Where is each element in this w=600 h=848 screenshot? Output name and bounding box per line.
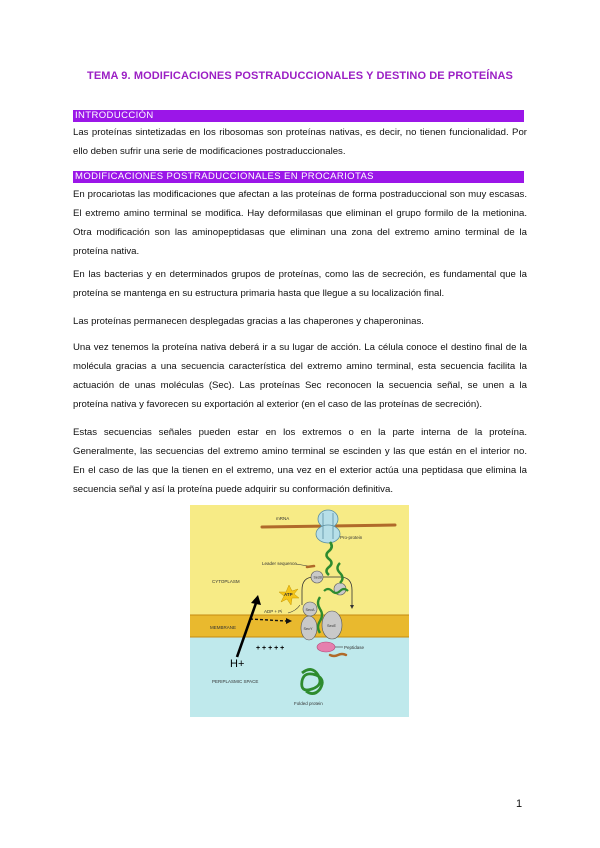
sece-label: SecE <box>327 624 337 628</box>
paragraph-procariotas-5: Estas secuencias señales pueden estar en los extremos o en la parte interna de la proteína. Generalmente, las secuencias del extremo amino terminal se escinden y las que están en el interior no. En el caso de las que la tienen en el extremo, una vez en el exterior actúa una peptidasa que elimina la secuencia señal y así la proteína puede adquirir su conformación definitiva. <box>73 427 527 495</box>
secy-label: SecY <box>303 627 313 631</box>
secb-label-1: SecB <box>313 575 322 580</box>
h-plus-label: H+ <box>230 658 245 670</box>
paragraph-intro: Las proteínas sintetizadas en los ribosomas son proteínas nativas, es decir, no tienen funcionalidad. Por ello deben sufrir una serie de modificaciones postraduccionales. <box>73 127 527 157</box>
section-heading-introduccion: INTRODUCCIÓN <box>73 110 524 122</box>
membrane-label: MEMBRANE <box>210 625 237 630</box>
paragraph-procariotas-3: Las proteínas permanecen desplegadas gracias a las chaperones y chaperoninas. <box>73 316 424 327</box>
plus-signs-label: + + + + + <box>256 645 285 652</box>
peptidase-enzyme <box>317 642 335 652</box>
seca-label: SecA <box>305 608 315 612</box>
section-heading-procariotas: MODIFICACIONES POSTRADUCCIONALES EN PROCARIOTAS <box>73 171 524 183</box>
ribosome-large-subunit <box>316 525 340 543</box>
page-number: 1 <box>516 798 523 810</box>
atp-label: ATP <box>284 592 293 597</box>
periplasmic-space-label: PERIPLASMIC SPACE <box>212 679 259 684</box>
cytoplasm-region <box>190 505 409 615</box>
peptidase-label: Peptidase <box>344 645 365 650</box>
protein-secretion-diagram <box>190 505 409 717</box>
paragraph-procariotas-2: En las bacterias y en determinados grupos de proteínas, como las de secreción, es fundamental que la proteína se mantenga en su estructura primaria hasta que llegue a su localización final. <box>73 269 527 299</box>
folded-protein-label: Folded protein <box>294 701 323 706</box>
leader-sequence-segment <box>307 566 314 567</box>
paragraph-procariotas-1: En procariotas las modificaciones que afectan a las proteínas de forma postraduccional son muy escasas. El extremo amino terminal se modifica. Hay deformilasas que eliminan el grupo formilo de la metionina. Otra modificación son las aminopeptidasas que eliminan una zona del extremo amino terminal de la proteína nativa. <box>73 189 527 257</box>
cytoplasm-label: CYTOPLASM <box>212 579 240 584</box>
adp-pi-label: ADP + Pi <box>264 609 283 614</box>
pro-protein-label: Pro-protein <box>340 535 363 540</box>
paragraph-procariotas-4: Una vez tenemos la proteína nativa deberá ir a su lugar de acción. La célula conoce el destino final de la molécula gracias a una secuencia característica del extremo amino terminal, esta secuencia facilita la actuación de unas moléculas (Sec). Las proteínas Sec reconocen la secuencia señal, se unen a la proteína nativa y favorecen su exportación al exterior (en el caso de las proteínas de secreción). <box>73 342 527 410</box>
mrna-label: mRNA <box>276 516 290 521</box>
leader-sequence-label: Leader sequence <box>262 561 297 566</box>
document-title: TEMA 9. MODIFICACIONES POSTRADUCCIONALES Y DESTINO DE PROTEÍNAS <box>87 70 513 82</box>
